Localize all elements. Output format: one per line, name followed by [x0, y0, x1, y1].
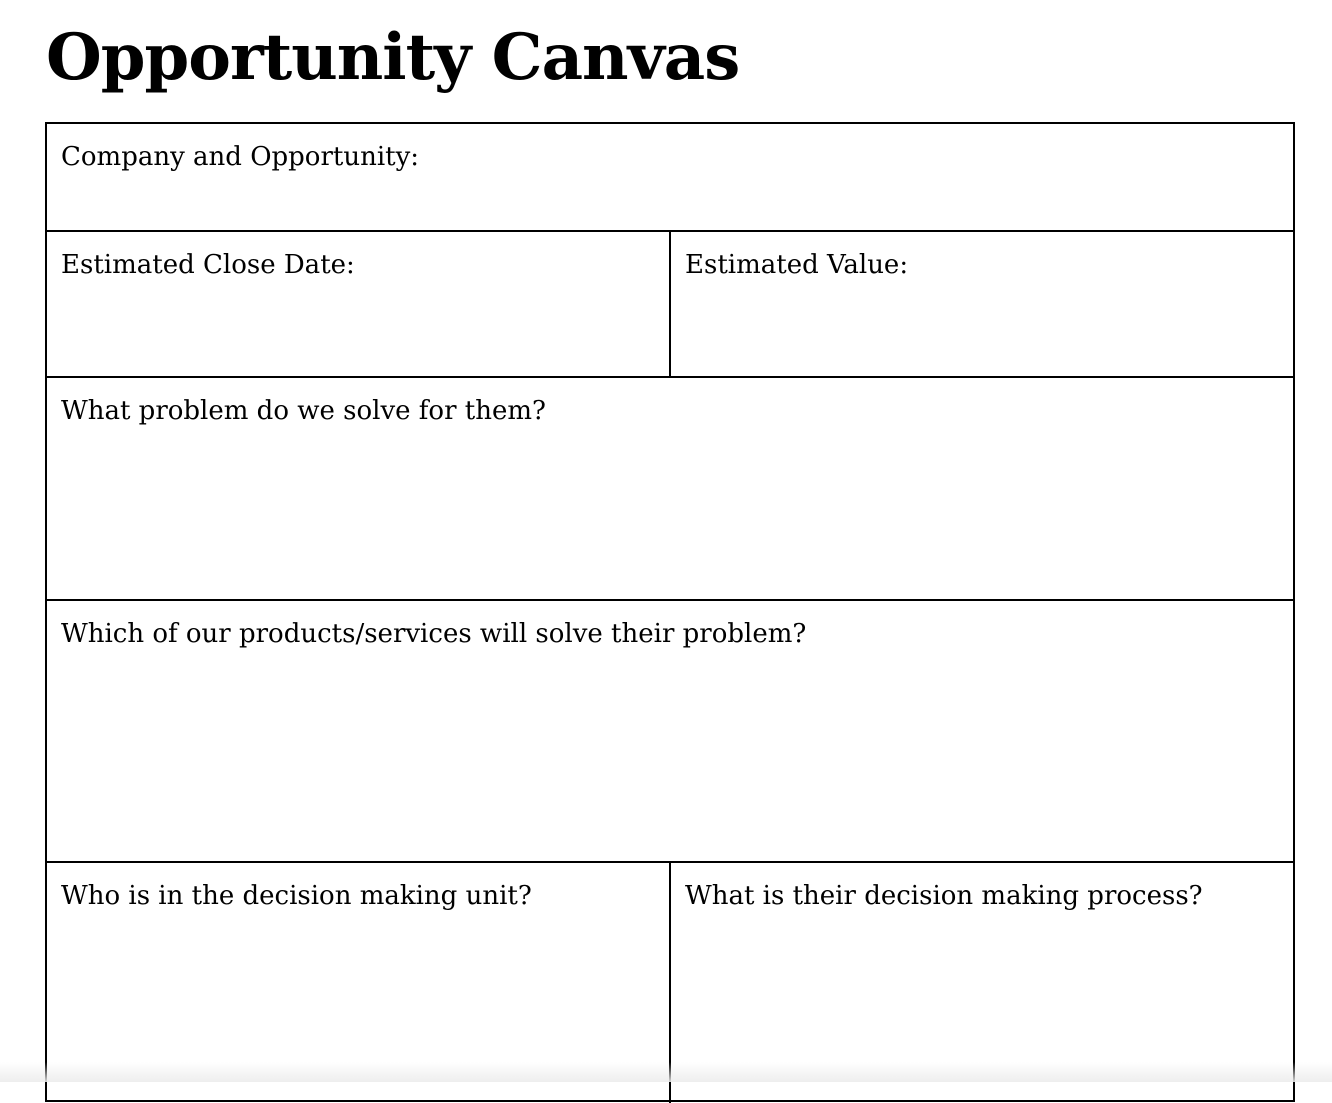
- close-date-cell[interactable]: [47, 232, 669, 376]
- close-date-label: Estimated Close Date:: [61, 250, 355, 280]
- estimated-value-label: Estimated Value:: [685, 250, 909, 280]
- decision-unit-label: Who is in the decision making unit?: [61, 881, 532, 911]
- problem-label: What problem do we solve for them?: [61, 396, 546, 426]
- products-cell[interactable]: [47, 601, 1293, 861]
- company-opportunity-cell[interactable]: [47, 124, 1293, 230]
- decision-process-label: What is their decision making process?: [685, 881, 1203, 911]
- products-label: Which of our products/services will solve their problem?: [61, 619, 807, 649]
- company-opportunity-label: Company and Opportunity:: [61, 142, 420, 172]
- opportunity-canvas-grid: [45, 122, 1295, 1102]
- problem-cell[interactable]: [47, 378, 1293, 599]
- decision-process-cell[interactable]: [671, 863, 1293, 1103]
- decision-unit-cell[interactable]: [47, 863, 669, 1103]
- estimated-value-cell[interactable]: [671, 232, 1293, 376]
- page-title: Opportunity Canvas: [46, 20, 740, 95]
